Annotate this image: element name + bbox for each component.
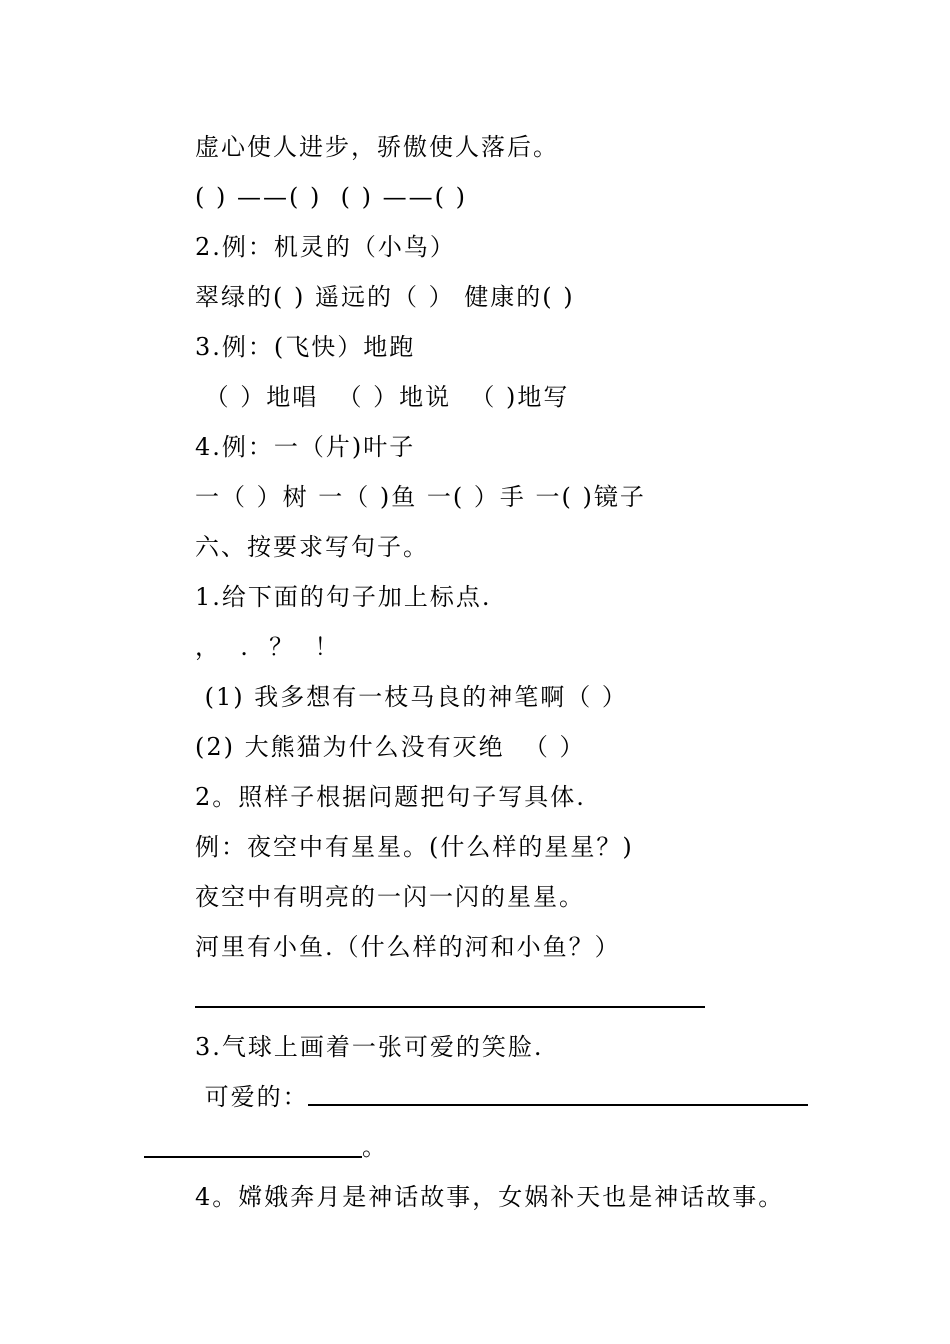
answer-line-3[interactable]: [144, 1156, 362, 1158]
text-line-8: 一（ ）树 一（ )鱼 一( ）手 一( )镜子: [195, 483, 646, 511]
text-line-2: ( ) ——( ) ( ) ——( ): [195, 183, 467, 211]
text-line-20: 。: [362, 1133, 388, 1161]
text-line-16: 夜空中有明亮的一闪一闪的星星。: [195, 883, 585, 911]
text-line-15: 例：夜空中有星星。(什么样的星星？): [195, 833, 634, 861]
text-line-1: 虚心使人进步，骄傲使人落后。: [195, 133, 559, 161]
text-line-19: 可爱的：: [195, 1083, 309, 1111]
text-line-3: 2.例：机灵的（小鸟）: [195, 233, 456, 261]
text-line-5: 3.例：(飞快）地跑: [195, 333, 416, 361]
section-heading: 六、按要求写句子。: [195, 533, 429, 561]
text-line-13: (2) 大熊猫为什么没有灭绝 （ ）: [195, 733, 586, 761]
text-line-12: (1) 我多想有一枝马良的神笔啊（ ）: [195, 683, 628, 711]
text-line-4: 翠绿的( ) 遥远的（ ） 健康的( ): [195, 283, 575, 311]
punctuation-options: ， . ？ ！: [195, 633, 341, 661]
text-line-21: 4。嫦娥奔月是神话故事，女娲补天也是神话故事。: [195, 1183, 785, 1211]
text-line-18: 3.气球上画着一张可爱的笑脸.: [195, 1033, 544, 1061]
text-line-17: 河里有小鱼.（什么样的河和小鱼？）: [195, 933, 621, 961]
text-line-14: 2。照样子根据问题把句子写具体.: [195, 783, 586, 811]
answer-line-1[interactable]: [195, 1006, 705, 1008]
answer-line-2[interactable]: [308, 1104, 808, 1106]
text-line-6: （ ）地唱 （ ）地说 （ )地写: [195, 383, 570, 411]
text-line-10: 1.给下面的句子加上标点.: [195, 583, 492, 611]
text-line-7: 4.例：一（片)叶子: [195, 433, 416, 461]
